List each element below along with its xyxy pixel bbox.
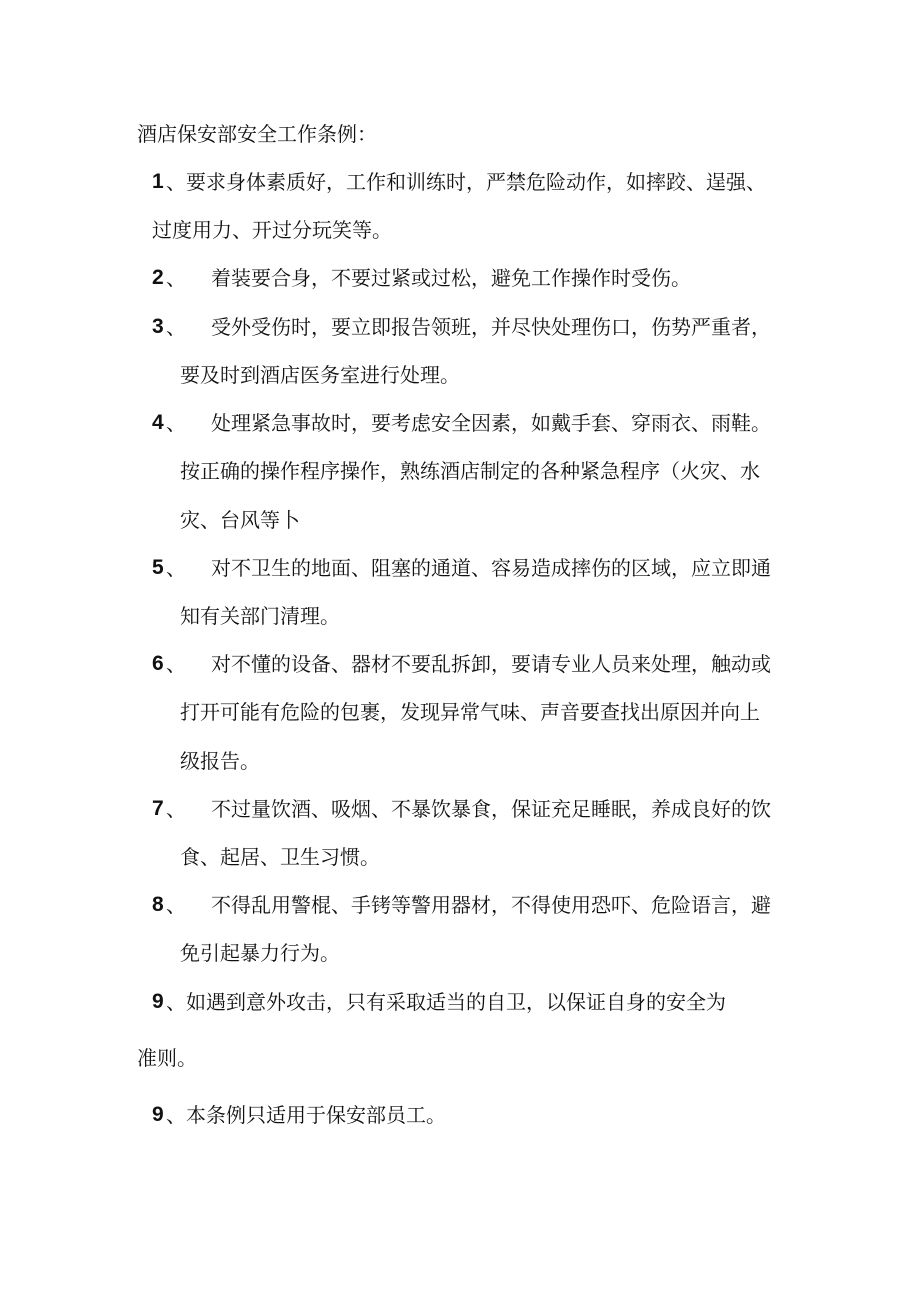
item-number: 9: [152, 990, 164, 1013]
item-text: 知有关部门清理。: [180, 604, 340, 628]
item-text: 不过量饮酒、吸烟、不暴饮暴食，保证充足睡眠，养成良好的饮: [211, 797, 771, 821]
item-number: 3: [152, 315, 164, 338]
item-number: 5: [152, 556, 164, 579]
item-number: 7: [152, 797, 164, 820]
item-number: 4: [152, 411, 164, 434]
item-text: 要及时到酒店医务室进行处理。: [180, 363, 460, 387]
item-text: 着装要合身，不要过紧或过松，避免工作操作时受伤。: [211, 266, 691, 290]
item-text: 打开可能有危险的包裹，发现异常气味、声音要查找出原因并向上: [180, 700, 760, 724]
item-text: 不得乱用警棍、手铐等警用器材，不得使用恐吓、危险语言，避: [211, 893, 771, 917]
item-separator: 、: [166, 893, 186, 917]
item-text: 准则。: [137, 1046, 197, 1070]
item-number: 9: [152, 1103, 164, 1126]
item-text: 受外受伤时，要立即报告领班，并尽快处理伤口，伤势严重者，: [211, 315, 771, 339]
item-number: 2: [152, 266, 164, 289]
item-text: 要求身体素质好，工作和训练时，严禁危险动作，如摔跤、逞强、: [186, 170, 766, 194]
item-text: 免引起暴力行为。: [180, 941, 340, 965]
item-number: 8: [152, 893, 164, 916]
item-text: 过度用力、开过分玩笑等。: [152, 218, 392, 242]
item-text: 本条例只适用于保安部员工。: [186, 1103, 446, 1127]
item-separator: 、: [166, 652, 186, 676]
item-separator: 、: [166, 556, 186, 580]
item-text: 按正确的操作程序操作，熟练酒店制定的各种紧急程序（火灾、水: [180, 459, 760, 483]
item-separator: 、: [166, 1103, 186, 1127]
item-text: 灾、台风等卜: [180, 508, 300, 532]
item-text: 食、起居、卫生习惯。: [180, 845, 380, 869]
item-number: 6: [152, 652, 164, 675]
item-separator: 、: [166, 797, 186, 821]
item-number: 1: [152, 170, 164, 193]
document-title: 酒店保安部安全工作条例：: [137, 122, 377, 146]
item-text: 对不卫生的地面、阻塞的通道、容易造成摔伤的区域，应立即通: [211, 556, 771, 580]
item-separator: 、: [166, 990, 186, 1014]
item-text: 级报告。: [180, 749, 260, 773]
item-text: 对不懂的设备、器材不要乱拆卸，要请专业人员来处理，触动或: [211, 652, 771, 676]
item-text: 如遇到意外攻击，只有采取适当的自卫，以保证自身的安全为: [186, 990, 726, 1014]
item-separator: 、: [166, 266, 186, 290]
item-text: 处理紧急事故时，要考虑安全因素，如戴手套、穿雨衣、雨鞋。: [211, 411, 771, 435]
item-separator: 、: [166, 315, 186, 339]
item-separator: 、: [166, 411, 186, 435]
item-separator: 、: [166, 170, 186, 194]
